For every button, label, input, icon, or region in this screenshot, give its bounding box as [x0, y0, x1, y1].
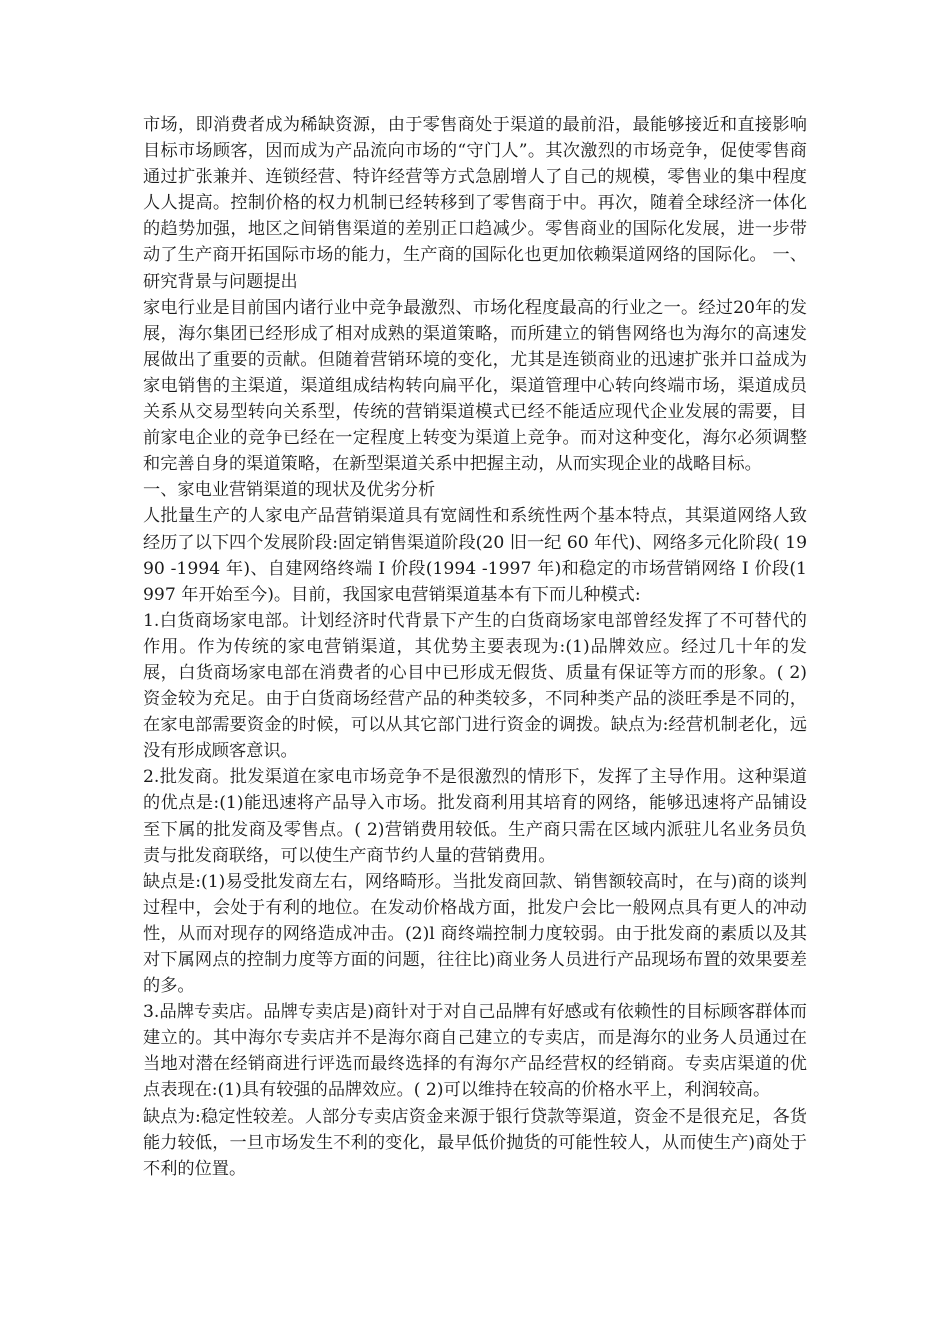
section-heading-channel-analysis: 一、家电业营销渠道的现状及优劣分析	[143, 480, 436, 501]
paragraph-research-background: 家电行业是目前国内诸行业中竞争最激烈、市场化程度最高的行业之一。经过20年的发展，海尔集团已经形成了相对成熟的渠道策略，而所建立的销售网络也为海尔的高速发展做出了重要的贡献。但随着营销环境的变化，尤其是连锁商业的迅速扩张并口益成为家电销售的主渠道，渠道组成结构转向扁平化，渠道管理中心转向终端市场，渠道成员关系从交易型转向关系型，传统的营销渠道模式已经不能适应现代企业发展的需要，目前家电企业的竞争已经在一定程度上转变为渠道上竞争。而对这种变化，海尔必须调整和完善自身的渠道策略，在新型渠道关系中把握主动，从而实现企业的战略目标。	[143, 297, 807, 475]
paragraph-wholesalers: 2.批发商。批发渠道在家电市场竞争不是很激烈的情形下，发挥了主导作用。这种渠道的优点是:(1)能迅速将产品导入市场。批发商利用其培育的网络，能够迅速将产品铺设至下属的批发商及零售点。( 2)营销费用较低。生产商只需在区域内派驻儿名业务员负责与批发商联络，可以使生产商节约人量的营销费用。	[143, 767, 807, 866]
paragraph-wholesaler-drawbacks: 缺点是:(1)易受批发商左右，网络畸形。当批发商回款、销售额较高时，在与)商的谈判过程中，会处于有利的地位。在发动价格战方面，批发户会比一般网点具有更人的冲动性，从而对现存的网络造成冲击。(2)l 商终端控制力度较弱。由于批发商的素质以及其对下属网点的控制力度等方面的问题，往往比)商业务人员进行产品现场布置的效果要差的多。	[143, 871, 807, 997]
paragraph-channel-overview: 人批量生产的人家电产品营销渠道具有宽阔性和系统性两个基本特点，其渠道网络人致经历了以下四个发展阶段:固定销售渠道阶段(20 旧一纪 60 年代)、网络多元化阶段( 1990 -1994 年)、自建网络终端 I 价段(1994 -1997 年)和稳定的市场营销网络 I 价段(1997 年开始至今)。目前，我国家电营销渠道基本有下而儿种模式:	[143, 506, 807, 605]
paragraph-department-stores: 1.白货商场家电部。计划经济时代背景下产生的白货商场家电部曾经发挥了不可替代的作用。作为传统的家电营销渠道，其优势主要表现为:(1)品牌效应。经过几十年的发展，白货商场家电部在消费者的心目中已形成无假货、质量有保证等方而的形象。( 2)资金较为充足。由于白货商场经营产品的种类较多，不同种类产品的淡旺季是不同的，在家电部需要资金的时候，可以从其它部门进行资金的调拨。缺点为:经营机制老化，远没有形成顾客意识。	[143, 610, 807, 762]
paragraph-intro-continuation: 市场，即消费者成为稀缺资源，由于零售商处于渠道的最前沿，最能够接近和直接影响目标市场顾客，因而成为产品流向市场的“守门人”。其次激烈的市场竞争，促使零售商通过扩张兼并、连锁经营、特许经营等方式急剧增人了自己的规模，零售业的集中程度人人提高。控制价格的权力机制已经转移到了零售商于中。再次，随着全球经济一体化的趋势加强，地区之间销售渠道的差别正口趋减少。零售商业的国际化发展，进一步带动了生产商开拓国际市场的能力，生产商的国际化也更加依赖渠道网络的国际化。 一、研究背景与问题提出	[143, 115, 807, 292]
document-body	[143, 112, 807, 1182]
paragraph-brand-store-drawbacks: 缺点为:稳定性较差。人部分专卖店资金来源于银行贷款等渠道，资金不是很充足，各货能力较低，一旦市场发生不利的变化，最早低价抛货的可能性较人，从而使生产)商处于不利的位置。	[143, 1106, 807, 1179]
paragraph-brand-stores: 3.品牌专卖店。品牌专卖店是)商针对于对自己品牌有好感或有依赖性的目标顾客群体而建立的。其中海尔专卖店并不是海尔商自己建立的专卖店，而是海尔的业务人员通过在当地对潜在经销商进行评选而最终选择的有海尔产品经营权的经销商。专卖店渠道的优点表现在:(1)具有较强的品牌效应。( 2)可以维持在较高的价格水平上，利润较高。	[143, 1002, 807, 1101]
